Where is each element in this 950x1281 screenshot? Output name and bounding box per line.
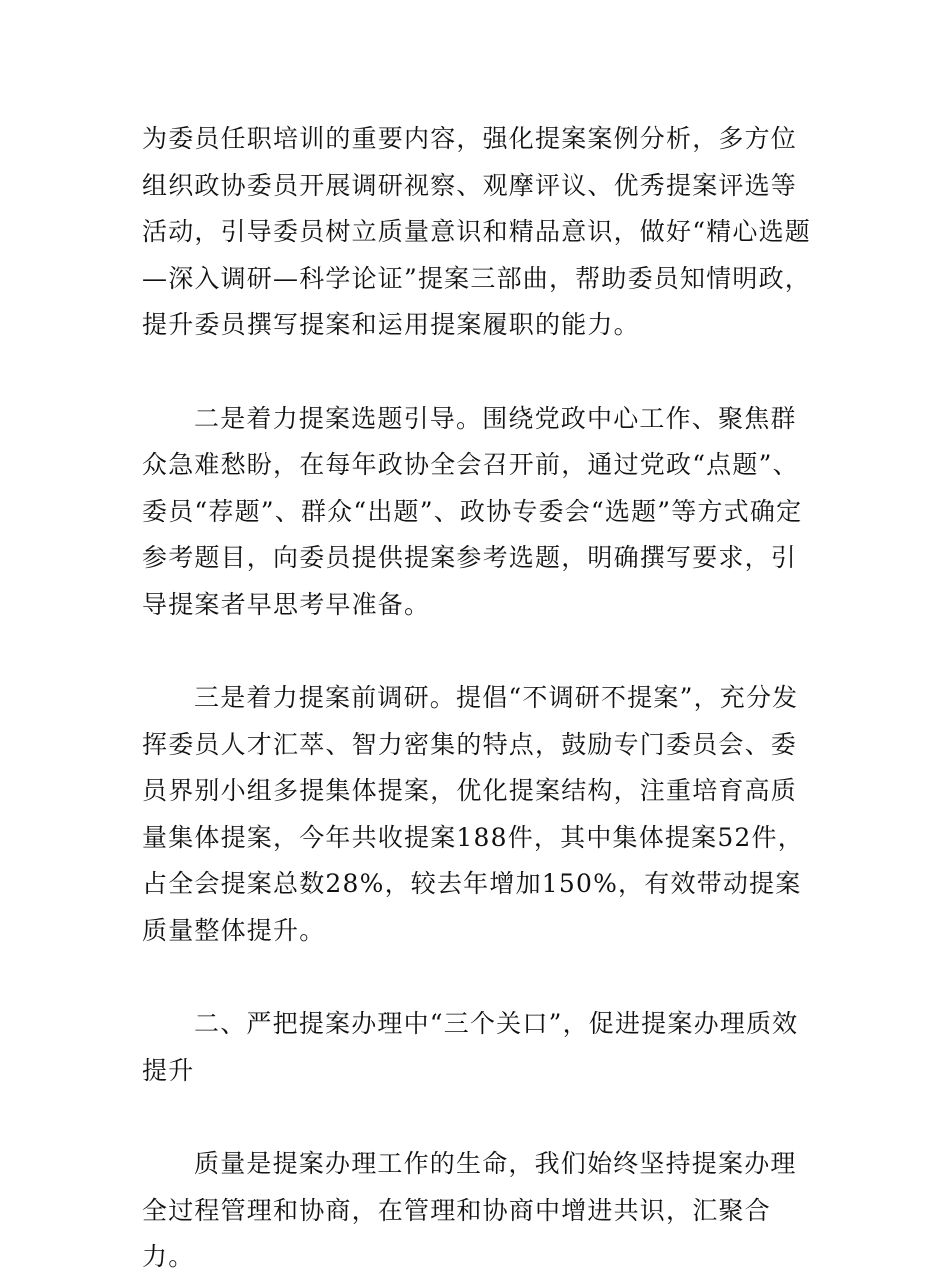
- paragraph-continuation: 为委员任职培训的重要内容，强化提案案例分析，多方位组织政协委员开展调研视察、观摩评议、优秀提案评选等活动，引导委员树立质量意识和精品意识，做好“精心选题—深入调研—科学论证”提案三部曲，帮助委员知情明政，提升委员撰写提案和运用提案履职的能力。: [142, 124, 811, 339]
- section-heading: 二、严把提案办理中“三个关口”，促进提案办理质效提升: [142, 1009, 799, 1085]
- paragraph-topic-guidance: 二是着力提案选题引导。围绕党政中心工作、聚焦群众急难愁盼，在每年政协全会召开前，通过党政“点题”、委员“荐题”、群众“出题”、政协专委会“选题”等方式确定参考题目，向委员提供提案参考选题，明确撰写要求，引导提案者早思考早准备。: [142, 403, 803, 619]
- paragraph-pre-research: 三是着力提案前调研。提倡“不调研不提案”，充分发挥委员人才汇萃、智力密集的特点，鼓励专门委员会、委员界别小组多提集体提案，优化提案结构，注重培育高质量集体提案，今年共收提案188件，其中集体提案52件，占全会提案总数28%，较去年增加150%，有效带动提案质量整体提升。: [142, 683, 804, 945]
- paragraph-quality: 质量是提案办理工作的生命，我们始终坚持提案办理全过程管理和协商，在管理和协商中增进共识，汇聚合力。: [142, 1149, 797, 1271]
- document-body: [142, 116, 822, 1281]
